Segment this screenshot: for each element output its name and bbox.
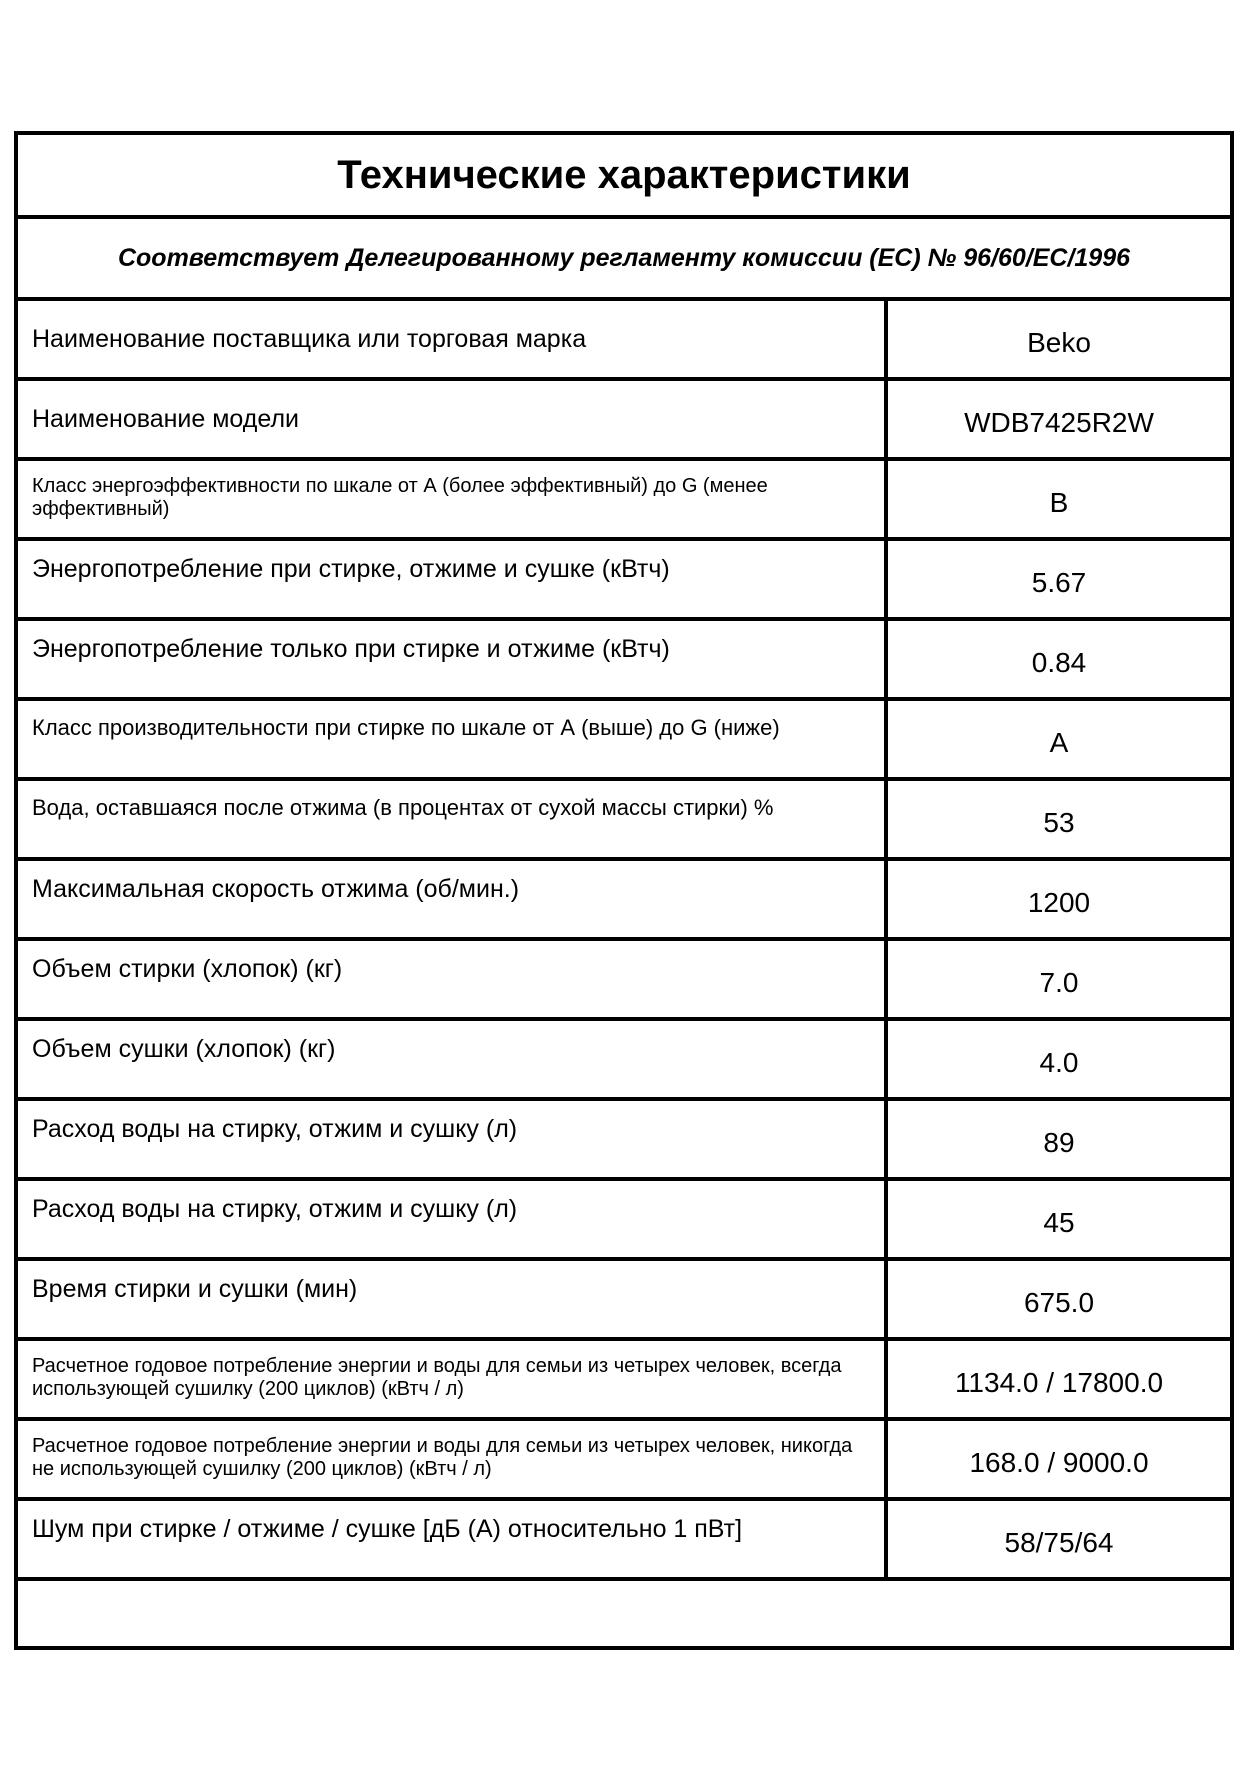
spec-value: 168.0 / 9000.0 xyxy=(969,1447,1149,1478)
spec-label: Расчетное годовое потребление энергии и воды для семьи из четырех человек, никогда не использующей сушилку (200 циклов) (кВтч / л) xyxy=(18,1421,888,1497)
title-row xyxy=(18,135,1230,219)
spec-value: Beko xyxy=(1027,327,1091,358)
spec-value: 7.0 xyxy=(1039,967,1079,998)
spec-table xyxy=(14,131,1234,1650)
spec-row-water-use-2 xyxy=(18,1181,1230,1261)
spec-label: Шум при стирке / отжиме / сушке [дБ (А) относительно 1 пВт] xyxy=(18,1501,888,1577)
spec-row-wash-class xyxy=(18,701,1230,781)
spec-label: Вода, оставшаяся после отжима (в процентах от сухой массы стирки) % xyxy=(18,781,888,857)
spec-value: 53 xyxy=(1043,807,1075,838)
spec-value: B xyxy=(1049,487,1069,518)
spec-label: Расход воды на стирку, отжим и сушку (л) xyxy=(18,1101,888,1177)
spec-row-noise xyxy=(18,1501,1230,1581)
spec-value: 0.84 xyxy=(1031,647,1087,678)
spec-label: Класс производительности при стирке по шкале от А (выше) до G (ниже) xyxy=(18,701,888,777)
spec-label: Энергопотребление при стирке, отжиме и сушке (кВтч) xyxy=(18,541,888,617)
empty-footer-row xyxy=(18,1581,1230,1646)
spec-row-residual-water xyxy=(18,781,1230,861)
spec-value: WDB7425R2W xyxy=(964,407,1154,438)
spec-value: 58/75/64 xyxy=(1004,1527,1114,1558)
spec-value: 89 xyxy=(1043,1127,1075,1158)
spec-row-spin-speed xyxy=(18,861,1230,941)
spec-label: Расчетное годовое потребление энергии и воды для семьи из четырех человек, всегда использующей сушилку (200 циклов) (кВтч / л) xyxy=(18,1341,888,1417)
spec-value: 1200 xyxy=(1027,887,1091,918)
regulation-subtitle: Соответствует Делегированному регламенту комиссии (ЕС) № 96/60/ЕС/1996 xyxy=(117,243,1131,272)
spec-row-annual-with-dryer xyxy=(18,1341,1230,1421)
spec-row-annual-without-dryer xyxy=(18,1421,1230,1501)
spec-value: 675.0 xyxy=(1023,1287,1095,1318)
page-title: Технические характеристики xyxy=(337,152,911,197)
spec-label: Объем сушки (хлопок) (кг) xyxy=(18,1021,888,1097)
spec-row-energy-wash-dry xyxy=(18,541,1230,621)
spec-value: 45 xyxy=(1043,1207,1075,1238)
spec-label: Объем стирки (хлопок) (кг) xyxy=(18,941,888,1017)
spec-row-supplier xyxy=(18,301,1230,381)
spec-label: Расход воды на стирку, отжим и сушку (л) xyxy=(18,1181,888,1257)
spec-value: 4.0 xyxy=(1039,1047,1079,1078)
spec-value: 5.67 xyxy=(1031,567,1087,598)
spec-label: Время стирки и сушки (мин) xyxy=(18,1261,888,1337)
spec-label: Наименование поставщика или торговая марка xyxy=(18,301,888,377)
spec-row-cycle-time xyxy=(18,1261,1230,1341)
spec-value: A xyxy=(1049,727,1069,758)
spec-label: Максимальная скорость отжима (об/мин.) xyxy=(18,861,888,937)
spec-row-dry-capacity xyxy=(18,1021,1230,1101)
spec-row-wash-capacity xyxy=(18,941,1230,1021)
spec-row-model xyxy=(18,381,1230,461)
spec-label: Энергопотребление только при стирке и отжиме (кВтч) xyxy=(18,621,888,697)
spec-label: Класс энергоэффективности по шкале от А (более эффективный) до G (менее эффективный) xyxy=(18,461,888,537)
spec-row-water-use-1 xyxy=(18,1101,1230,1181)
spec-row-energy-wash xyxy=(18,621,1230,701)
spec-value: 1134.0 / 17800.0 xyxy=(954,1367,1164,1398)
spec-row-energy-class xyxy=(18,461,1230,541)
spec-label: Наименование модели xyxy=(18,381,888,457)
subtitle-row xyxy=(18,219,1230,301)
